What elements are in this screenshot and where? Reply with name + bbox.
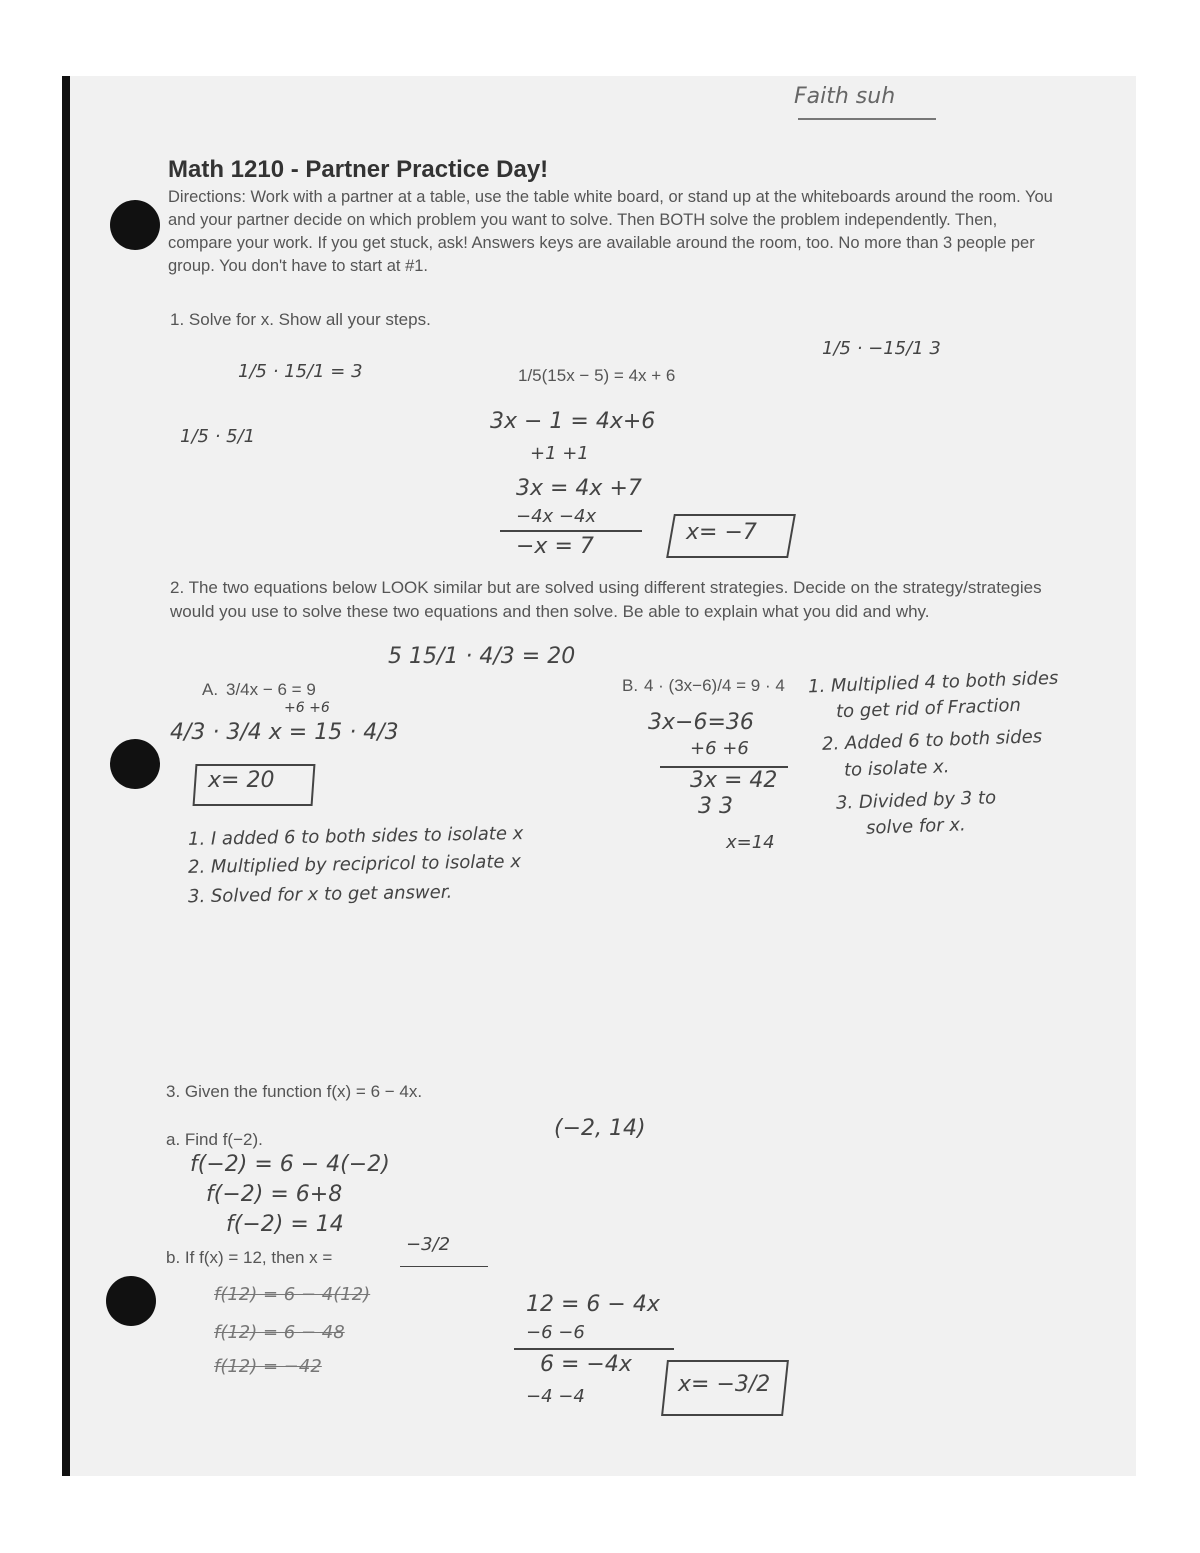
q3-a-work-1: f(−2) = 6 − 4(−2) <box>190 1152 390 1177</box>
q1-equation: 1/5(15x − 5) = 4x + 6 <box>518 366 676 385</box>
q2-b-explanation-5: 3. Divided by 3 to <box>835 787 997 814</box>
signature-underline <box>798 118 936 120</box>
q3-point: (−2, 14) <box>554 1116 646 1141</box>
q1-step-5: −x = 7 <box>516 534 594 559</box>
q2-a-explanation-3: 3. Solved for x to get answer. <box>187 881 453 908</box>
q3-b-work-3: 6 = −4x <box>540 1352 632 1377</box>
q2-prompt: 2. The two equations below LOOK similar but are solved using different strategies. Decide on the strategy/strategies would you use to solve these two equations and then solve. Be able to explain what you did and why. <box>170 578 1042 621</box>
q2-a-reciprocal-step: 4/3 · 3/4 x = 15 · 4/3 <box>170 720 399 745</box>
q1-step-3: 3x = 4x +7 <box>516 476 642 501</box>
q2-b-explanation-2: to get rid of Fraction <box>835 694 1022 723</box>
binder-hole-bottom <box>106 1276 156 1326</box>
q2-b-explanation-1: 1. Multiplied 4 to both sides <box>807 667 1059 698</box>
q2-a-add-six: +6 +6 <box>284 700 330 716</box>
q2-a-equation: 3/4x − 6 = 9 <box>226 680 316 699</box>
q2-b-label: B. <box>622 676 639 695</box>
q2-a-label: A. <box>202 680 219 699</box>
q3-b-answer: x= −3/2 <box>678 1372 771 1397</box>
q2-b-step-4: 3 3 <box>698 794 733 819</box>
q2-b-explanation-3: 2. Added 6 to both sides <box>821 726 1043 755</box>
q3-a-work-3: f(−2) = 14 <box>226 1212 344 1237</box>
q2-a-explanation-1: 1. I added 6 to both sides to isolate x <box>187 823 524 850</box>
q3-b-crossed-3: f(12) = −42 <box>214 1356 322 1377</box>
q1-step-4: −4x −4x <box>516 506 597 527</box>
q2-a-side-work: 5 15/1 · 4/3 = 20 <box>388 644 576 669</box>
q2-b-answer: x=14 <box>726 832 775 853</box>
q3-b-crossed-2: f(12) = 6 − 48 <box>214 1322 345 1343</box>
q2-b-equation: 4 · (3x−6)/4 = 9 · 4 <box>644 676 785 695</box>
q2-b-explanation-6: solve for x. <box>865 814 967 839</box>
q2-a-explanation-2: 2. Multiplied by recipricol to isolate x <box>187 851 522 878</box>
q1-side-work-1: 1/5 · 15/1 = 3 <box>238 361 363 382</box>
q1-step-2: +1 +1 <box>530 443 589 464</box>
binder-hole-top <box>110 200 160 250</box>
q2-b-step-1: 3x−6=36 <box>648 710 754 735</box>
q1-prompt: 1. Solve for x. Show all your steps. <box>170 310 431 329</box>
worksheet-page <box>62 76 1136 1476</box>
q2-a-answer: x= 20 <box>208 768 275 793</box>
q1-side-work-3: 1/5 · −15/1 3 <box>822 338 941 359</box>
q3-b-blank-line <box>400 1266 488 1267</box>
q3-b-work-rule <box>514 1348 674 1350</box>
q1-answer: x= −7 <box>686 520 757 545</box>
q2-b-step-2: +6 +6 <box>690 738 749 759</box>
q3-b-prompt: b. If f(x) = 12, then x = <box>166 1248 333 1267</box>
page-title: Math 1210 - Partner Practice Day! <box>168 156 549 183</box>
q1-step-1: 3x − 1 = 4x+6 <box>490 409 656 434</box>
q1-step-rule <box>500 530 642 532</box>
q3-b-work-1: 12 = 6 − 4x <box>526 1292 660 1317</box>
directions-text: Directions: Work with a partner at a table, use the table white board, or stand up at the whiteboards around the room. You and your partner decide on which problem you want to solve. Then BOTH solve the problem independently. Then, compare your work. If you get stuck, ask! Answers keys are available around the room, too. No more than 3 people per group. You don't have to start at #1. <box>168 188 1053 275</box>
q2-b-explanation-4: to isolate x. <box>843 756 950 781</box>
q3-b-work-4: −4 −4 <box>526 1386 585 1407</box>
q3-a-work-2: f(−2) = 6+8 <box>206 1182 343 1207</box>
q3-b-work-2: −6 −6 <box>526 1322 585 1343</box>
q3-prompt: 3. Given the function f(x) = 6 − 4x. <box>166 1082 423 1101</box>
student-signature: Faith suh <box>794 84 896 109</box>
q3-b-crossed-1: f(12) = 6 − 4(12) <box>214 1284 371 1305</box>
binder-hole-middle <box>110 739 160 789</box>
q3-a-prompt: a. Find f(−2). <box>166 1130 263 1149</box>
q2-b-step-3: 3x = 42 <box>690 768 778 793</box>
q3-b-answer-blank: −3/2 <box>406 1234 451 1255</box>
q1-side-work-2: 1/5 · 5/1 <box>180 426 256 447</box>
